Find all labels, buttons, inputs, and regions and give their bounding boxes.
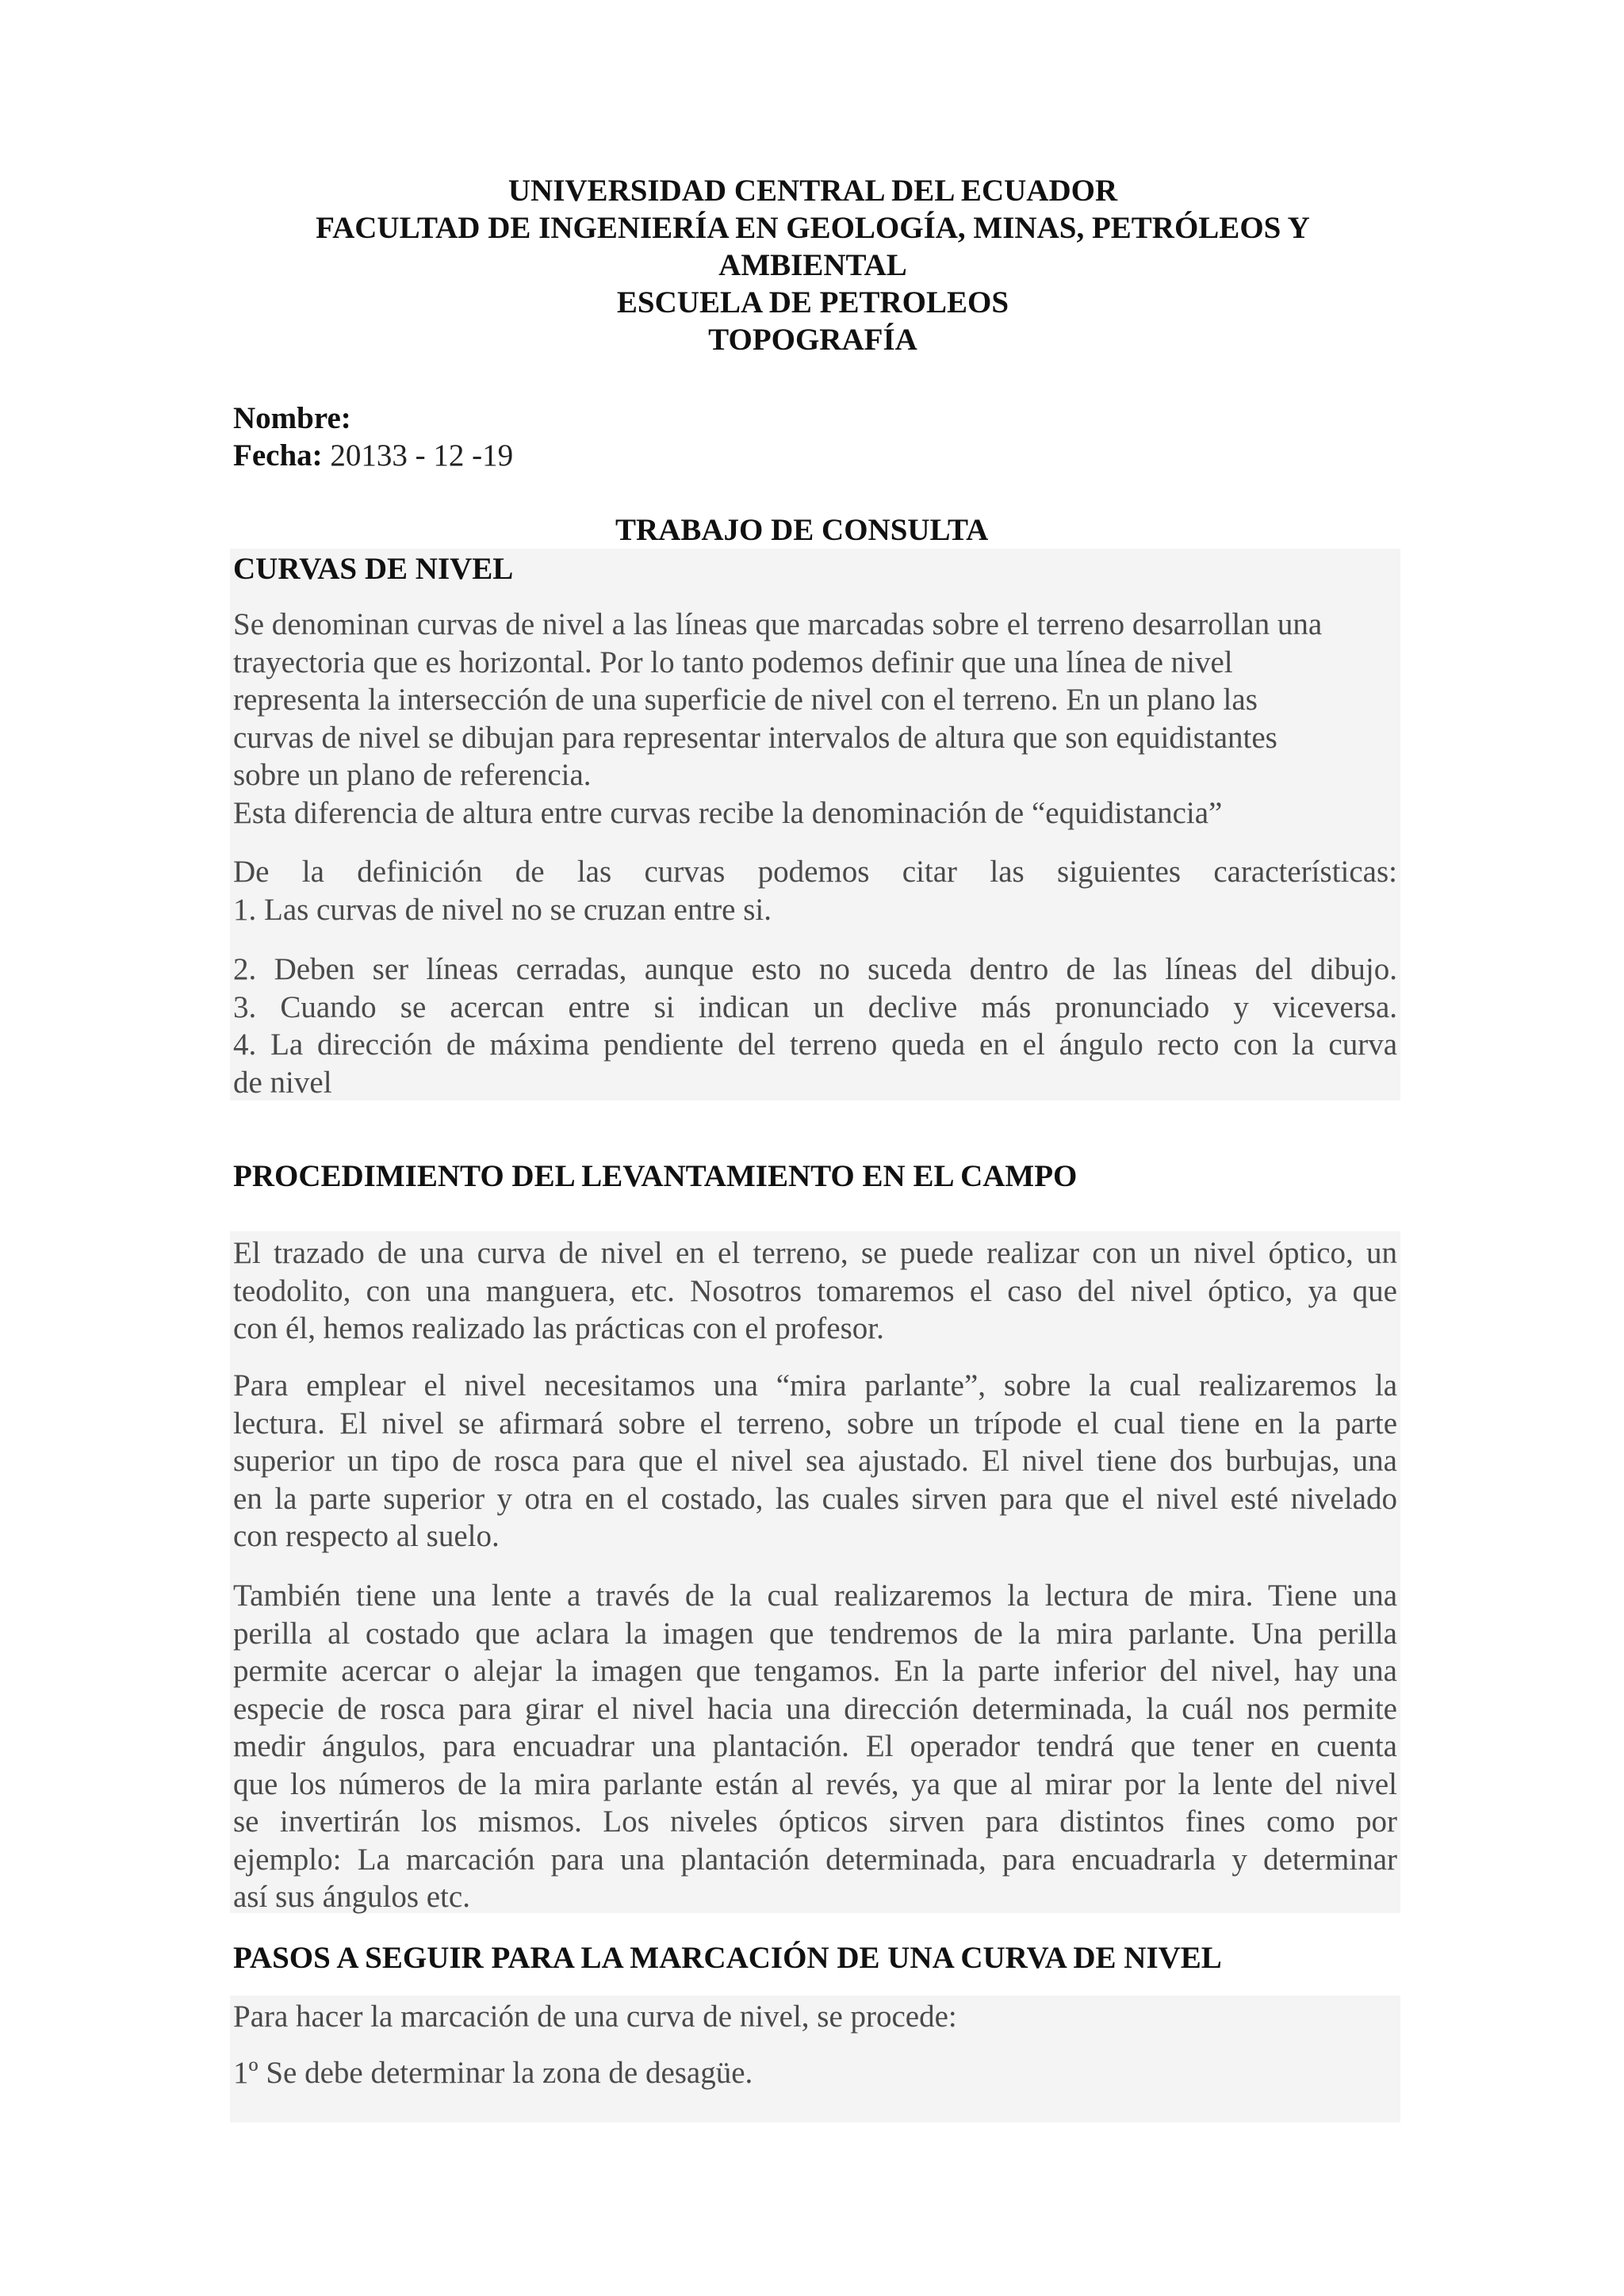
document-title: TRABAJO DE CONSULTA bbox=[615, 513, 989, 547]
text-line-spread bbox=[233, 756, 1397, 794]
word: un bbox=[308, 758, 339, 792]
text-line: medir ángulos, para encuadrar una plantación. El operador tendrá que tener en cuenta bbox=[233, 1729, 1397, 1763]
text-line: Esta diferencia de altura entre curvas recibe la denominación de “equidistancia” bbox=[233, 795, 1223, 830]
text-line: Para emplear el nivel necesitamos una “mira parlante”, sobre la cual realizaremos la bbox=[233, 1368, 1397, 1402]
paragraph-procede: Para hacer la marcación de una curva de nivel, se procede: bbox=[233, 1999, 957, 2034]
paragraph-lista bbox=[233, 951, 1397, 1101]
text-line: teodolito, con una manguera, etc. Nosotros tomaremos el caso del nivel óptico, ya que bbox=[233, 1273, 1397, 1308]
text-line: curvas de nivel se dibujan para representar intervalos de altura que son equidistantes bbox=[233, 720, 1277, 755]
text-line: especie de rosca para girar el nivel hacia una dirección determinada, la cuál nos permite bbox=[233, 1691, 1397, 1726]
text-line: así sus ángulos etc. bbox=[233, 1880, 470, 1914]
paragraph-trazado bbox=[233, 1234, 1397, 1348]
paragraph-lente bbox=[233, 1577, 1397, 1916]
paragraph-nivel bbox=[233, 1367, 1397, 1556]
text-line: También tiene una lente a través de la cual realizaremos la lectura de mira. Tiene una bbox=[233, 1578, 1397, 1613]
word: plano bbox=[346, 758, 416, 792]
text-line: se invertirán los mismos. Los niveles ópticos sirven para distintos fines como por bbox=[233, 1804, 1397, 1839]
school-name: ESCUELA DE PETROLEOS bbox=[616, 285, 1009, 320]
text-line: 1. Las curvas de nivel no se cruzan entre si. bbox=[233, 892, 772, 927]
section-heading-curvas: CURVAS DE NIVEL bbox=[233, 552, 514, 586]
nombre-field bbox=[233, 400, 351, 437]
text-line: en la parte superior y otra en el costado, las cuales sirven para que el nivel esté nivelado bbox=[233, 1481, 1397, 1516]
text-line: permite acercar o alejar la imagen que tengamos. En la parte inferior del nivel, hay una bbox=[233, 1654, 1397, 1688]
text-line: trayectoria que es horizontal. Por lo tanto podemos definir que una línea de nivel bbox=[233, 645, 1233, 679]
subject-name: TOPOGRAFÍA bbox=[708, 323, 917, 357]
text-line: con él, hemos realizado las prácticas con el profesor. bbox=[233, 1311, 884, 1345]
text-line: perilla al costado que aclara la imagen que tendremos de la mira parlante. Una perilla bbox=[233, 1616, 1397, 1651]
text-line: con respecto al suelo. bbox=[233, 1519, 500, 1553]
paragraph-caracteristicas bbox=[233, 853, 1397, 928]
word: sobre bbox=[233, 758, 301, 792]
fecha-value: 20133 - 12 -19 bbox=[322, 438, 514, 473]
text-line: De la definición de las curvas podemos citar las siguientes características: bbox=[233, 855, 1397, 889]
section-heading-pasos: PASOS A SEGUIR PARA LA MARCACIÓN DE UNA CURVA DE NIVEL bbox=[233, 1941, 1222, 1975]
word: referencia. bbox=[459, 758, 592, 792]
list-item: 2. Deben ser líneas cerradas, aunque esto no suceda dentro de las líneas del dibujo. bbox=[233, 952, 1397, 986]
section-heading-procedimiento: PROCEDIMIENTO DEL LEVANTAMIENTO EN EL CAMPO bbox=[233, 1159, 1078, 1193]
faculty-name-cont: AMBIENTAL bbox=[718, 248, 907, 282]
text-line: El trazado de una curva de nivel en el terreno, se puede realizar con un nivel óptico, un bbox=[233, 1236, 1397, 1270]
word: de bbox=[423, 758, 453, 792]
list-item: 4. La dirección de máxima pendiente del terreno queda en el ángulo recto con la curva bbox=[233, 1027, 1397, 1062]
nombre-label: Nombre: bbox=[233, 401, 351, 435]
paragraph-paso-1: 1º Se debe determinar la zona de desagüe. bbox=[233, 2056, 753, 2090]
university-name: UNIVERSIDAD CENTRAL DEL ECUADOR bbox=[508, 174, 1118, 208]
text-line: Se denominan curvas de nivel a las líneas que marcadas sobre el terreno desarrollan una bbox=[233, 607, 1323, 641]
text-line: ejemplo: La marcación para una plantación determinada, para encuadrarla y determinar bbox=[233, 1842, 1397, 1877]
text-line: que los números de la mira parlante están al revés, ya que al mirar por la lente del nivel bbox=[233, 1766, 1397, 1801]
text-line: representa la intersección de una superficie de nivel con el terreno. En un plano las bbox=[233, 683, 1258, 717]
paragraph-definicion bbox=[233, 606, 1397, 832]
faculty-name: FACULTAD DE INGENIERÍA EN GEOLOGÍA, MINAS, PETRÓLEOS Y bbox=[316, 211, 1310, 245]
list-item: de nivel bbox=[233, 1065, 332, 1100]
list-item: 3. Cuando se acercan entre si indican un declive más pronunciado y viceversa. bbox=[233, 989, 1397, 1024]
fecha-field bbox=[233, 437, 513, 474]
document-header bbox=[222, 172, 1404, 358]
text-line: lectura. El nivel se afirmará sobre el terreno, sobre un trípode el cual tiene en la parte bbox=[233, 1406, 1397, 1441]
fecha-label: Fecha: bbox=[233, 438, 323, 473]
text-line: superior un tipo de rosca para que el nivel sea ajustado. El nivel tiene dos burbujas, una bbox=[233, 1444, 1397, 1478]
